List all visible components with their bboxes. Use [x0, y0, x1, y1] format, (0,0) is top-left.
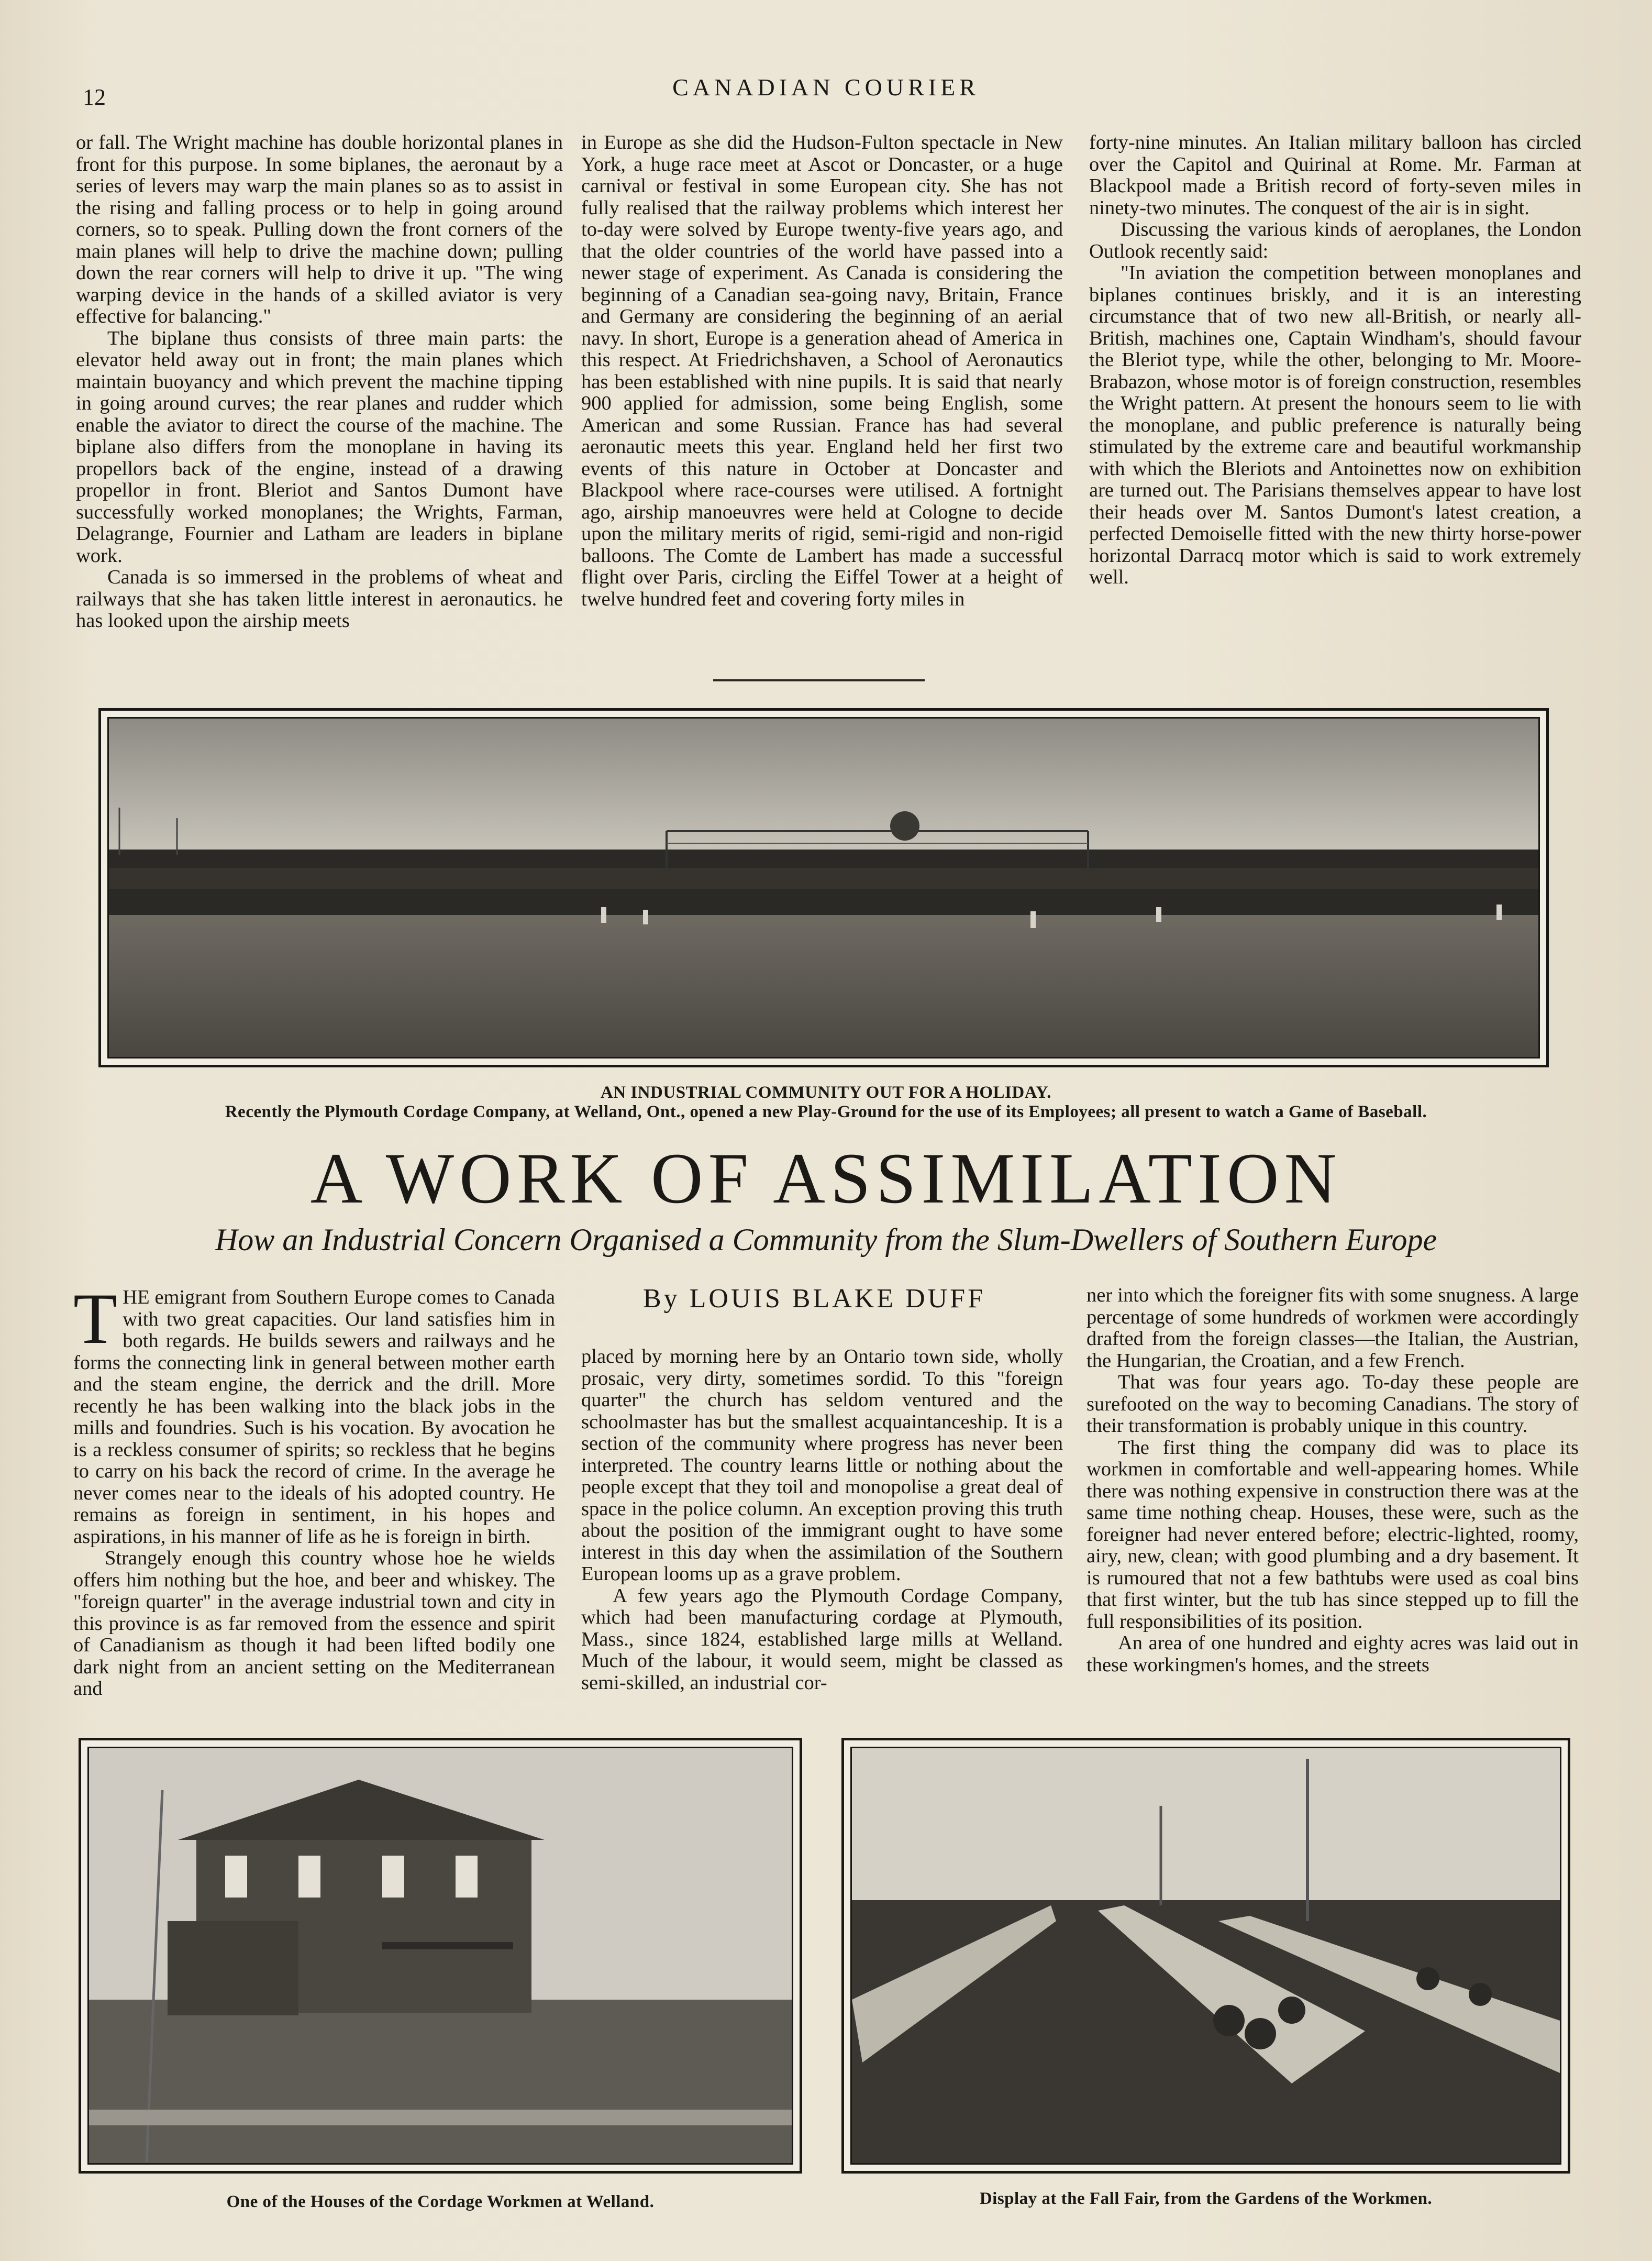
paragraph: That was four years ago. To-day these people are surefooted on the way to becoming Canadians. The story of their transformation is probably unique in this country.	[1086, 1371, 1579, 1437]
article-byline: By LOUIS BLAKE DUFF	[642, 1284, 986, 1314]
paragraph: Canada is so immersed in the problems of wheat and railways that she has taken little interest in aeronautics. he has looked upon the airship meets	[76, 566, 563, 632]
baseball-crowd-photo	[107, 717, 1540, 1058]
page-number: 12	[83, 84, 106, 110]
top-column-1	[76, 132, 563, 632]
article-column-1	[73, 1278, 555, 1700]
paragraph: The biplane thus consists of three main parts: the elevator held away out in front; the main planes which maintain buoyancy and which prevent the machine tipping in going around curves; the rear planes and rudder which enable the aviator to direct the course of the machine. The biplane also differs from the monoplane in having its propellors back of the engine, instead of a drawing propellor in front. Bleriot and Santos Dumont have successfully worked monoplanes; the Wrights, Farman, Delagrange, Fournier and Latham are leaders in biplane work.	[76, 327, 563, 567]
masthead: CANADIAN COURIER	[672, 74, 980, 101]
paragraph: THE emigrant from Southern Europe comes to Canada with two great capacities. Our land satisfies him in both regards. He builds sewers and railways and he forms the connecting link in general between mother earth and the steam engine, the derrick and the drill. More recently he has been walking into the black jobs in the mills and foundries. Such is his vocation. By avocation he is a reckless consumer of spirits; so reckless that he begins to carry on his back the record of crime. In the average he never comes near to the ideals of his adopted country. He remains as foreign in sentiment, in his hopes and aspirations, in his manner of life as he is foreign in birth.	[73, 1278, 555, 1548]
article-deck: How an Industrial Concern Organised a Community from the Slum-Dwellers of Southern Europe	[215, 1222, 1437, 1257]
paragraph: A few years ago the Plymouth Cordage Company, which had been manufacturing cordage at Plymouth, Mass., since 1824, established large mills at Welland. Much of the labour, it would seem, might be classed as semi-skilled, an industrial cor-	[581, 1584, 1063, 1694]
house-photo	[87, 1747, 793, 2165]
panorama-photo-frame	[98, 708, 1549, 1067]
paragraph: forty-nine minutes. An Italian military balloon has circled over the Capitol and Quirinal at Rome. Mr. Farman at Blackpool made a British record of forty-seven miles in ninety-two minutes. The conquest of the air is in sight.	[1089, 131, 1581, 219]
house-photo-frame	[79, 1738, 802, 2174]
paragraph: ner into which the foreigner fits with some snugness. A large percentage of some hundreds of workmen were accordingly drafted from the foreign classes—the Italian, the Austrian, the Hungarian, the Croatian, and a few French.	[1086, 1284, 1579, 1372]
fair-photo-frame	[841, 1738, 1570, 2174]
article-headline: A WORK OF ASSIMILATION	[310, 1138, 1342, 1218]
top-column-3	[1089, 132, 1581, 589]
paragraph: Strangely enough this country whose hoe he wields offers him nothing but the hoe, and beer and whiskey. The "foreign quarter" in the average industrial town and city in this province is as far removed from the essence and spirit of Canadianism as though it had been lifted bodily one dark night from an ancient setting on the Mediterranean and	[73, 1547, 555, 1700]
paragraph: An area of one hundred and eighty acres was laid out in these workingmen's homes, and the streets	[1086, 1632, 1579, 1676]
fair-photo-caption: Display at the Fall Fair, from the Gardens of the Workmen.	[979, 2189, 1433, 2208]
section-divider	[713, 679, 925, 681]
paragraph: The first thing the company did was to place its workmen in comfortable and well-appearing homes. While there was nothing expensive in construction there was at the same time nothing cheap. Houses, these were, such as the foreigner had never entered before; electric-lighted, roomy, airy, new, clean; with good plumbing and a dry basement. It is rumoured that not a few bathtubs were used as coal bins that first winter, but the tub has since stepped up to fill the full responsibilities of its position.	[1086, 1436, 1579, 1633]
paragraph: Discussing the various kinds of aeroplanes, the London Outlook recently said:	[1089, 218, 1581, 262]
article-column-3	[1086, 1285, 1579, 1676]
drop-cap: T	[73, 1278, 118, 1359]
panorama-caption-text: Recently the Plymouth Cordage Company, at Welland, Ont., opened a new Play-Ground for the use of its Employees; all present to watch a Game of Baseball.	[225, 1102, 1427, 1121]
paragraph: "In aviation the competition between monoplanes and biplanes continues briskly, and it is an interesting circumstance that of two new all-British, or nearly all-British, machines one, Captain Windham's, should favour the Bleriot type, while the other, belonging to Mr. Moore-Brabazon, whose motor is of foreign construction, resembles the Wright pattern. At present the honours seem to lie with the monoplane, and public preference is naturally being stimulated by the extreme care and beautiful workmanship with which the Bleriots and Antoinettes now on exhibition are turned out. The Parisians themselves appear to have lost their heads over M. Santos Dumont's latest creation, a perfected Demoiselle fitted with the new thirty horse-power horizontal Darracq motor which is said to work extremely well.	[1089, 262, 1581, 588]
house-photo-caption: One of the Houses of the Cordage Workmen at Welland.	[226, 2192, 655, 2211]
paragraph: placed by morning here by an Ontario town side, wholly prosaic, very dirty, sometimes sordid. To this "foreign quarter" the church has seldom ventured and the schoolmaster has but the smallest acquaintanceship. It is a section of the community where progress has never been interpreted. The country learns little or nothing about the people except that they toil and monopolise a great deal of space in the police column. An exception proving this truth about the position of the immigrant ought to have some interest in this day when the assimilation of the Southern European looms up as a grave problem.	[581, 1345, 1063, 1585]
paragraph: or fall. The Wright machine has double horizontal planes in front for this purpose. In some biplanes, the aeronaut by a series of levers may warp the main planes so as to assist in the rising and falling process or to help in going around corners, so to speak. Pulling down the front corners of the main planes will help to drive the machine down; pulling down the rear corners will help to drive it up. "The wing warping device in the hands of a skilled aviator is very effective for balancing."	[76, 131, 563, 327]
top-column-2	[581, 132, 1063, 610]
paragraph: in Europe as she did the Hudson-Fulton spectacle in New York, a huge race meet at Ascot or Doncaster, or a huge carnival or festival in some European city. She has not fully realised that the railway problems which interest her to-day were solved by Europe twenty-five years ago, and that the older countries of the world have passed into a newer stage of experiment. As Canada is considering the beginning of a Canadian sea-going navy, Britain, France and Germany are considering the beginning of an aerial navy. In short, Europe is a generation ahead of America in this respect. At Friedrichshaven, a School of Aeronautics has been established with nine pupils. It is said that nearly 900 applied for admission, some being English, some American and some Russian. France has had several aeronautic meets this year. England held her first two events of this nature in October at Doncaster and Blackpool where race-courses were utilised. A fortnight ago, airship manoeuvres were held at Cologne to decide upon the military merits of rigid, semi-rigid and non-rigid balloons. The Comte de Lambert has made a successful flight over Paris, circling the Eiffel Tower at a height of twelve hundred feet and covering forty miles in	[581, 131, 1063, 610]
article-column-2	[581, 1346, 1063, 1694]
fall-fair-photo	[850, 1747, 1561, 2165]
panorama-caption-title: AN INDUSTRIAL COMMUNITY OUT FOR A HOLIDAY.	[600, 1083, 1052, 1102]
